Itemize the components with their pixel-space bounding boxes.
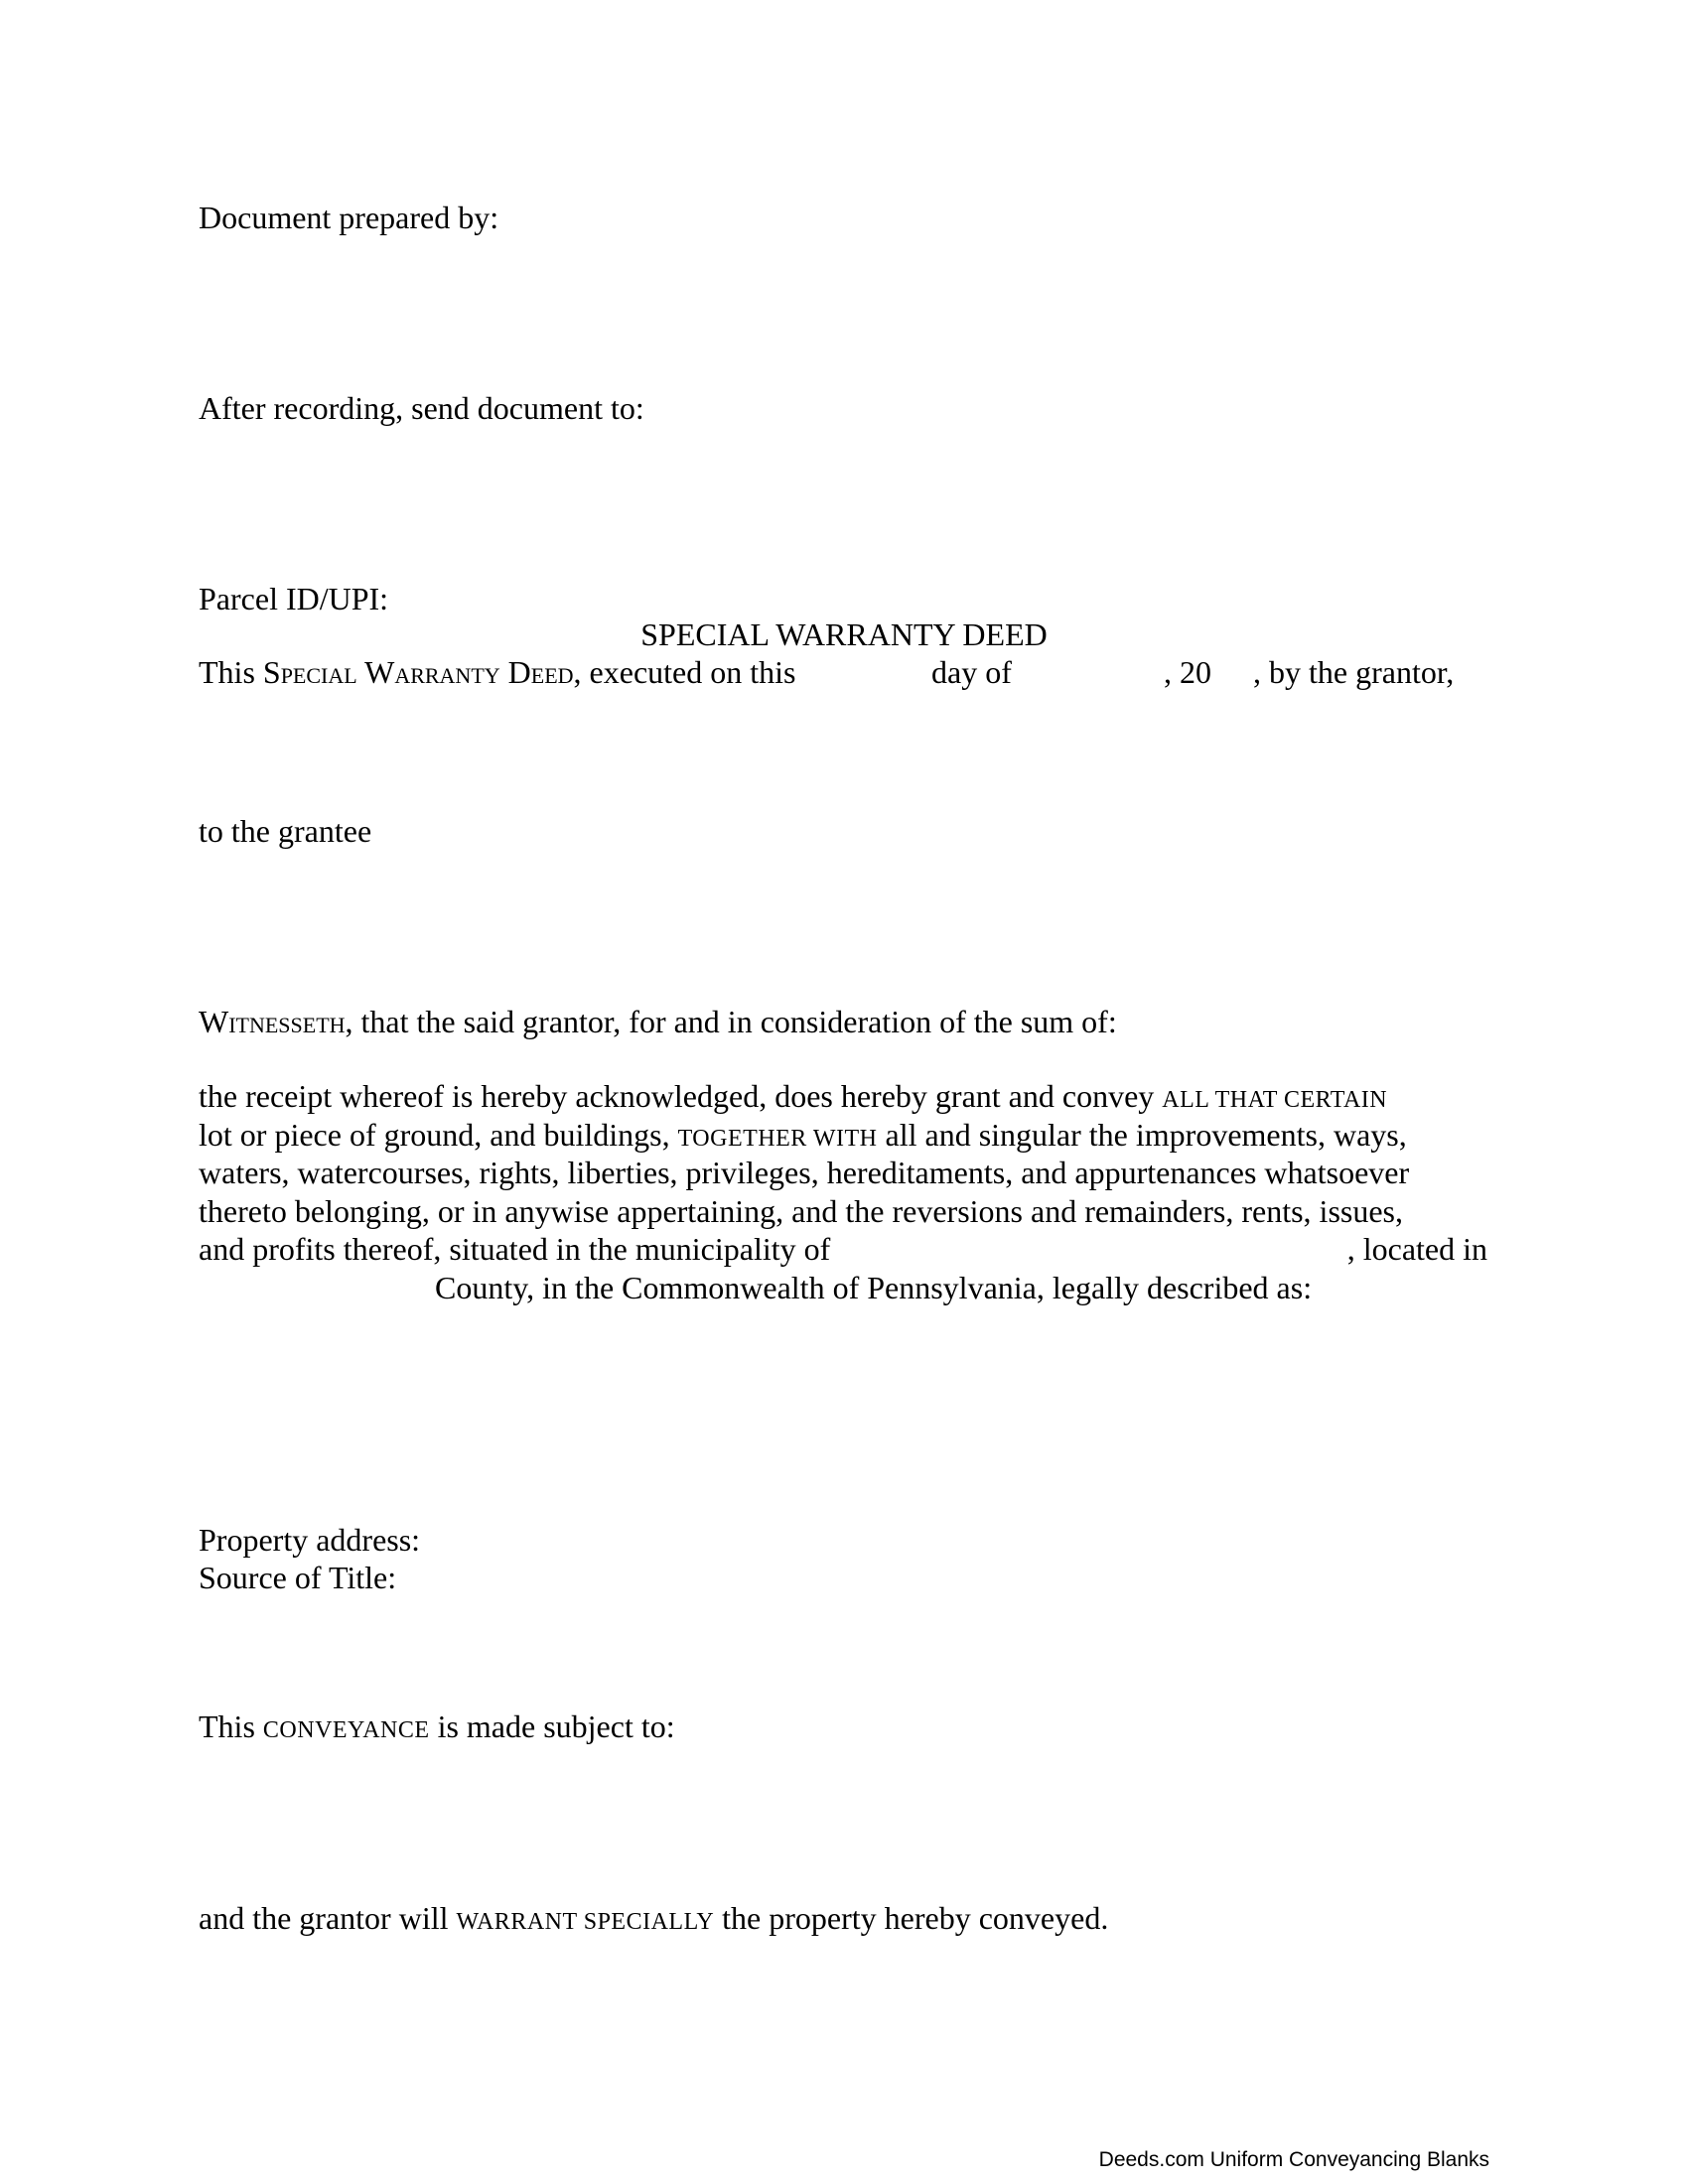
subject-conveyance-word: CONVEYANCE bbox=[262, 1717, 430, 1743]
conveyance-l2-text-a: lot or piece of ground, and buildings, bbox=[199, 1116, 678, 1153]
deed-title: SPECIAL WARRANTY DEED bbox=[640, 616, 1048, 652]
intro-deed-name: Special Warranty Deed bbox=[262, 654, 574, 690]
warrant-text-a: and the grantor will bbox=[199, 1900, 457, 1936]
conveyance-l2-text-b: all and singular the improvements, ways, bbox=[877, 1116, 1407, 1153]
warrant-smallcaps: WARRANT SPECIALLY bbox=[456, 1909, 715, 1935]
conveyance-line-6: County, in the Commonwealth of Pennsylvania, legally described as: bbox=[435, 1269, 1313, 1305]
intro-by-grantor: , by the grantor, bbox=[1253, 654, 1455, 690]
subject-this: This bbox=[199, 1708, 263, 1744]
conveyance-l1-text: the receipt whereof is hereby acknowledged, does hereby grant and convey bbox=[199, 1078, 1163, 1114]
witnesseth-rest: , that the said grantor, for and in consideration of the sum of: bbox=[345, 1004, 1117, 1039]
conveyance-l5-text-b: , located in bbox=[1346, 1231, 1487, 1267]
prepared-by-label: Document prepared by: bbox=[199, 200, 499, 235]
conveyance-l5-text-a: and profits thereof, situated in the municipality of bbox=[199, 1231, 831, 1267]
subject-to-line bbox=[199, 1707, 675, 1749]
warrant-text-b: the property hereby conveyed. bbox=[714, 1900, 1109, 1936]
grantee-label: to the grantee bbox=[199, 813, 372, 849]
conveyance-line-3: waters, watercourses, rights, liberties, privileges, hereditaments, and appurtenances whatsoever bbox=[199, 1155, 1410, 1190]
warrant-line bbox=[199, 1899, 1108, 1941]
conveyance-line-2 bbox=[199, 1116, 1487, 1155]
intro-year: , 20 bbox=[1164, 654, 1211, 690]
intro-executed: , executed on this bbox=[573, 654, 796, 690]
conveyance-paragraph bbox=[199, 1077, 1487, 1306]
witnesseth-word: Witnesseth bbox=[199, 1004, 346, 1039]
source-of-title-label: Source of Title: bbox=[199, 1560, 397, 1595]
conveyance-line-4: thereto belonging, or in anywise appertaining, and the reversions and remainders, rents, issues, bbox=[199, 1192, 1403, 1229]
subject-rest: is made subject to: bbox=[429, 1708, 675, 1744]
parcel-id-label: Parcel ID/UPI: bbox=[199, 581, 389, 616]
footer-credit: Deeds.com Uniform Conveyancing Blanks bbox=[1098, 2148, 1489, 2171]
conveyance-l1-smallcaps: ALL THAT CERTAIN bbox=[1162, 1087, 1388, 1113]
conveyance-l2-smallcaps: TOGETHER WITH bbox=[677, 1125, 878, 1152]
conveyance-line-1 bbox=[199, 1077, 1487, 1116]
intro-line bbox=[199, 653, 795, 691]
property-address-label: Property address: bbox=[199, 1522, 421, 1558]
witnesseth-line bbox=[199, 1003, 1117, 1040]
send-to-label: After recording, send document to: bbox=[199, 390, 644, 426]
intro-this: This bbox=[199, 654, 263, 690]
intro-day-of: day of bbox=[931, 654, 1012, 690]
conveyance-line-5 bbox=[199, 1230, 1487, 1269]
